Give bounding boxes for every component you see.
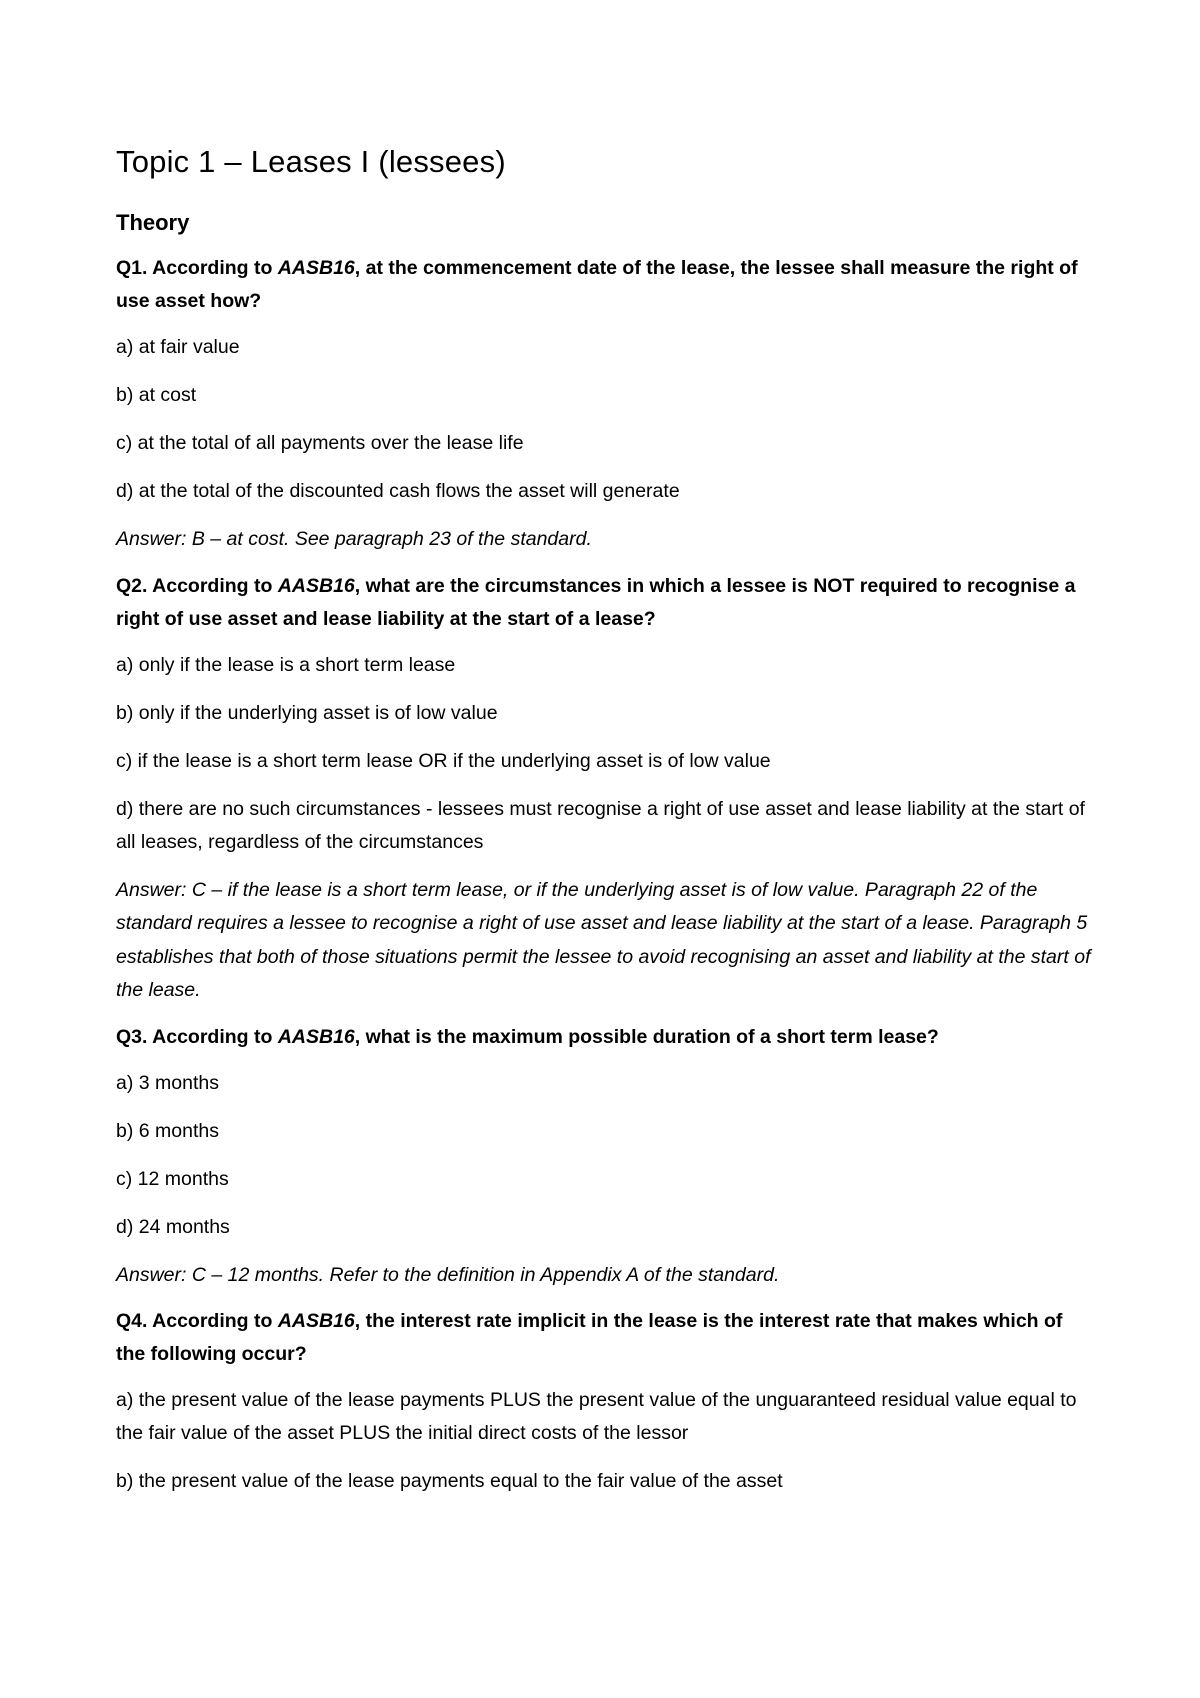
- question-1: [116, 252, 1096, 318]
- option: c) if the lease is a short term lease OR if the underlying asset is of low value: [116, 749, 771, 772]
- option: b) only if the underlying asset is of low value: [116, 701, 498, 724]
- standard-name: AASB16: [277, 574, 355, 597]
- option: b) the present value of the lease payments equal to the fair value of the asset: [116, 1470, 783, 1492]
- question-lead: According to: [152, 257, 273, 279]
- option: a) 3 months: [116, 1071, 219, 1094]
- question-number: Q4.: [116, 1310, 148, 1332]
- document-title: Topic 1 – Leases I (lessees): [116, 144, 506, 179]
- question-number: Q3.: [116, 1025, 148, 1048]
- option: b) 6 months: [116, 1119, 219, 1142]
- question-3: [116, 1021, 1096, 1054]
- answer: Answer: B – at cost. See paragraph 23 of the standard.: [116, 528, 592, 550]
- question-text: , at the commencement date of the lease, the lessee shall measure the right of use asset how?: [116, 257, 1078, 312]
- option: d) at the total of the discounted cash flows the asset will generate: [116, 480, 680, 502]
- question-text: , what are the circumstances in which a lessee is NOT required to recognise a right of use asset and lease liability at the start of a lease?: [116, 574, 1076, 630]
- question-lead: According to: [152, 1310, 273, 1332]
- standard-name: AASB16: [277, 257, 355, 279]
- answer: Answer: C – 12 months. Refer to the definition in Appendix A of the standard.: [116, 1263, 780, 1286]
- option: c) at the total of all payments over the lease life: [116, 432, 524, 454]
- option: a) only if the lease is a short term lease: [116, 653, 456, 676]
- question-number: Q1.: [116, 257, 148, 279]
- option: d) 24 months: [116, 1215, 230, 1238]
- option: d) there are no such circumstances - lessees must recognise a right of use asset and lease liability at the start of all leases, regardless of the circumstances: [116, 797, 1085, 853]
- standard-name: AASB16: [277, 1025, 355, 1048]
- option: a) the present value of the lease payments PLUS the present value of the unguaranteed residual value equal to the fair value of the asset PLUS the initial direct costs of the lessor: [116, 1389, 1077, 1444]
- question-lead: According to: [152, 574, 273, 597]
- question-2: [116, 570, 1096, 636]
- question-lead: According to: [152, 1025, 273, 1048]
- question-4: [116, 1305, 1096, 1371]
- document-content: [116, 142, 1096, 1513]
- standard-name: AASB16: [277, 1310, 355, 1332]
- option: a) at fair value: [116, 336, 240, 358]
- option: b) at cost: [116, 384, 197, 406]
- option: c) 12 months: [116, 1167, 229, 1190]
- section-heading: Theory: [116, 210, 190, 235]
- answer: Answer: C – if the lease is a short term lease, or if the underlying asset is of low value. Paragraph 22 of the standard requires a lessee to recognise a right of use asset and lease liability at the start of a lease. Paragraph 5 establishes that both of those situations permit the lessee to avoid recognising an asset and liability at the start of the lease.: [116, 878, 1091, 1001]
- question-text: , what is the maximum possible duration of a short term lease?: [354, 1025, 939, 1048]
- question-number: Q2.: [116, 574, 148, 597]
- question-text: , the interest rate implicit in the lease is the interest rate that makes which of the following occur?: [116, 1310, 1063, 1365]
